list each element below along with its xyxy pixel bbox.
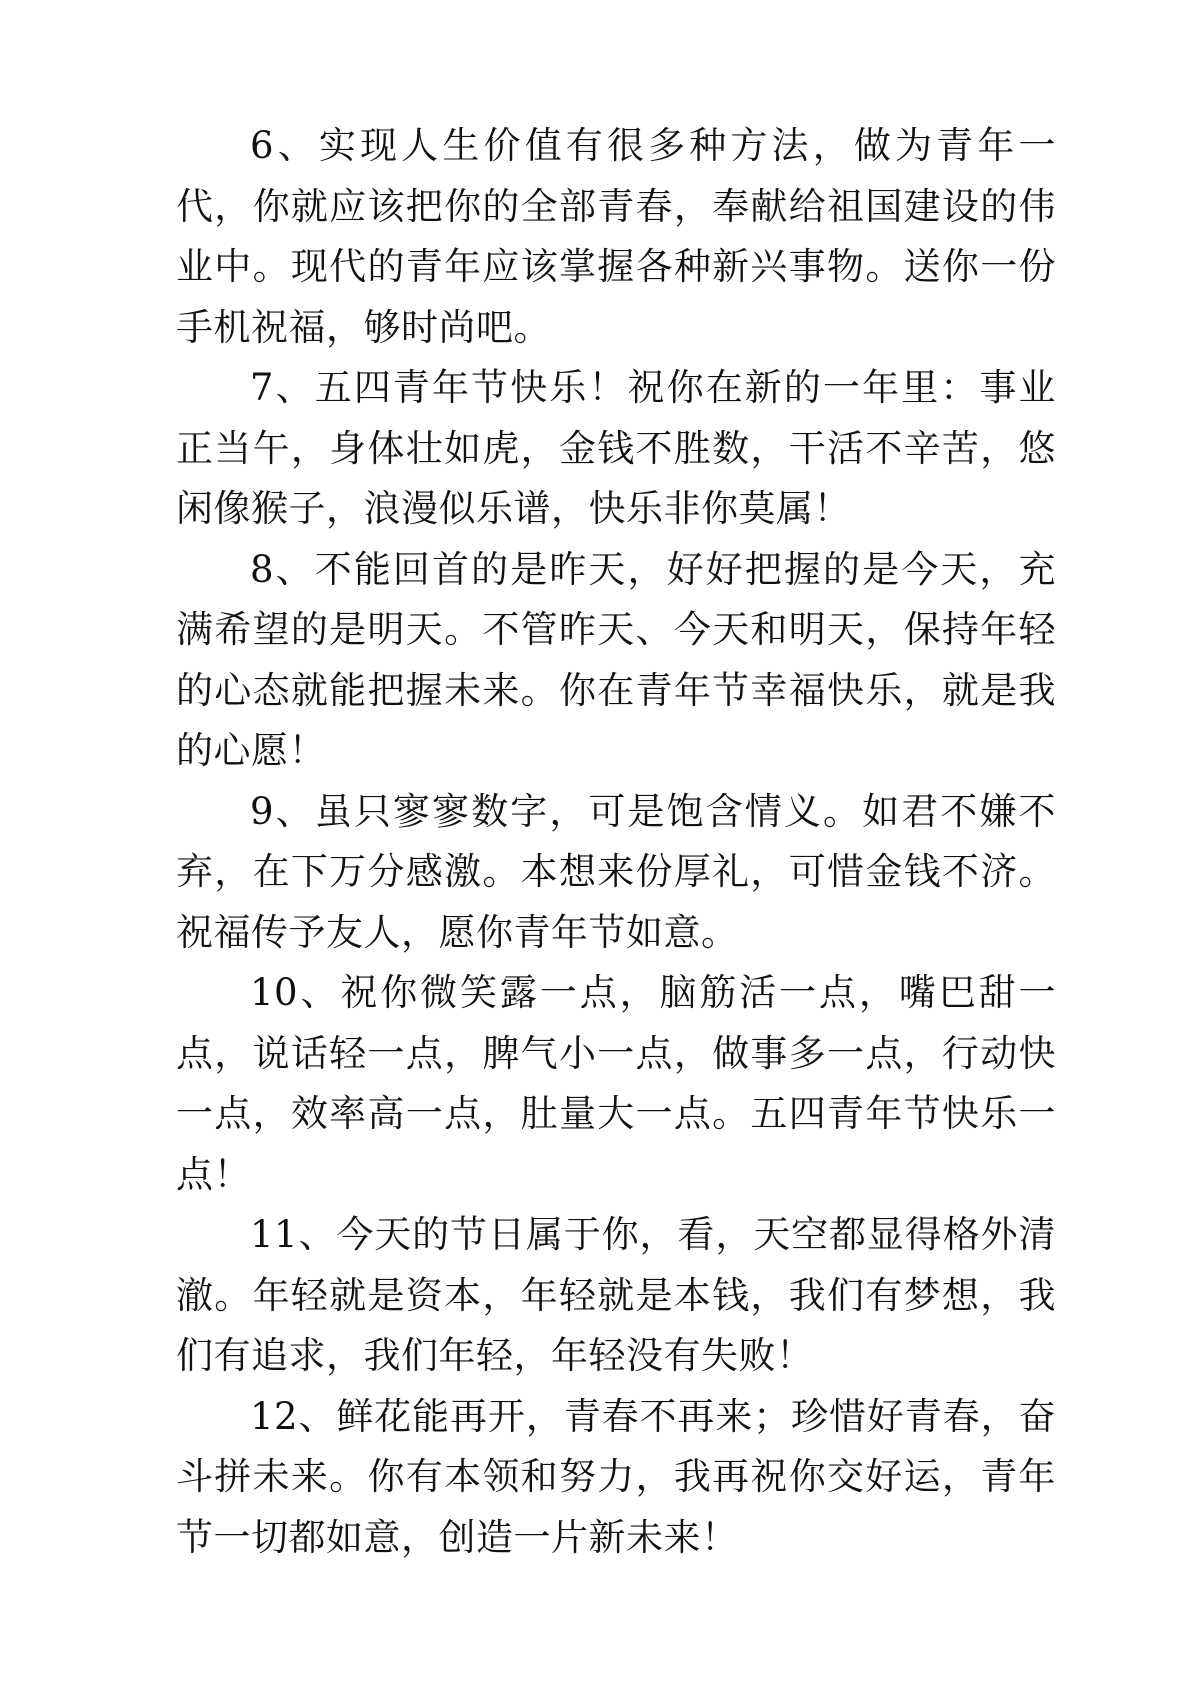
paragraph-10: 10、祝你微笑露一点，脑筋活一点，嘴巴甜一点，说话轻一点，脾气小一点，做事多一点，行动快一点，效率高一点，肚量大一点。五四青年节快乐一点！ [176,971,1056,1196]
paragraph-7: 7、五四青年节快乐！祝你在新的一年里：事业正当午，身体壮如虎，金钱不胜数，干活不辛苦，悠闲像猴子，浪漫似乐谱，快乐非你莫属！ [176,366,1056,530]
document-body [176,116,1056,1568]
paragraph-6: 6、实现人生价值有很多种方法，做为青年一代，你就应该把你的全部青春，奉献给祖国建设的伟业中。现代的青年应该掌握各种新兴事物。送你一份手机祝福，够时尚吧。 [176,124,1056,349]
paragraph-9: 9、虽只寥寥数字，可是饱含情义。如君不嫌不弃，在下万分感激。本想来份厚礼，可惜金钱不济。祝福传予友人，愿你青年节如意。 [176,789,1056,954]
paragraph-11: 11、今天的节日属于你，看，天空都显得格外清澈。年轻就是资本，年轻就是本钱，我们有梦想，我们有追求，我们年轻，年轻没有失败！ [176,1213,1056,1377]
paragraph-12: 12、鲜花能再开，青春不再来；珍惜好青春，奋斗拼未来。你有本领和努力，我再祝你交好运，青年节一切都如意，创造一片新未来！ [176,1394,1056,1559]
paragraph-8: 8、不能回首的是昨天，好好把握的是今天，充满希望的是明天。不管昨天、今天和明天，保持年轻的心态就能把握未来。你在青年节幸福快乐，就是我的心愿！ [176,547,1056,772]
